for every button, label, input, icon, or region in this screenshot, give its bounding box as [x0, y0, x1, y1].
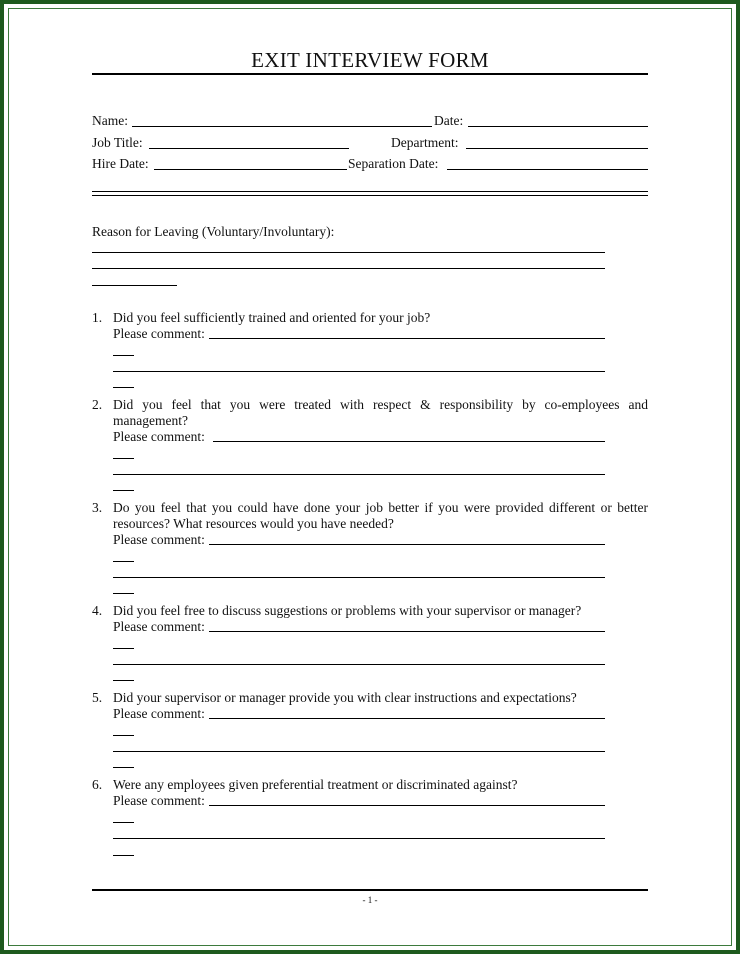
separation-date-label: Separation Date:	[348, 156, 439, 171]
comment-line[interactable]	[113, 561, 134, 562]
question-3-text: Do you feel that you could have done your job better if you were provided different or better resources? What resources would you have needed?	[113, 500, 648, 531]
question-1-text: Did you feel sufficiently trained and oriented for your job?	[113, 310, 431, 325]
question-number: 3.	[92, 500, 103, 515]
name-field[interactable]	[132, 126, 432, 127]
comment-line[interactable]	[113, 648, 134, 649]
comment-line[interactable]	[209, 338, 605, 339]
question-6-text: Were any employees given preferential treatment or discriminated against?	[113, 777, 518, 792]
comment-line[interactable]	[113, 735, 134, 736]
department-label: Department:	[391, 135, 459, 150]
comment-line[interactable]	[209, 544, 605, 545]
footer-rule	[92, 889, 648, 891]
comment-line[interactable]	[113, 680, 134, 681]
separation-date-field[interactable]	[447, 169, 648, 170]
double-rule-top	[92, 191, 648, 192]
question-5-text: Did your supervisor or manager provide you with clear instructions and expectations?	[113, 690, 577, 705]
name-label: Name:	[92, 113, 128, 128]
comment-line[interactable]	[113, 593, 134, 594]
comment-line[interactable]	[113, 387, 134, 388]
question-number: 5.	[92, 690, 103, 705]
title-rule	[92, 73, 648, 75]
question-number: 4.	[92, 603, 103, 618]
date-label: Date:	[434, 113, 464, 128]
comment-label: Please comment:	[113, 793, 205, 808]
question-2-text: Did you feel that you were treated with respect & responsibility by co-employees and management?	[113, 397, 648, 428]
comment-label: Please comment:	[113, 706, 205, 721]
reason-line-1[interactable]	[92, 252, 605, 253]
comment-line[interactable]	[113, 355, 134, 356]
comment-line[interactable]	[113, 855, 134, 856]
comment-line[interactable]	[209, 718, 605, 719]
comment-line[interactable]	[113, 822, 134, 823]
comment-label: Please comment:	[113, 619, 205, 634]
comment-line[interactable]	[113, 458, 134, 459]
question-4-text: Did you feel free to discuss suggestions or problems with your supervisor or manager?	[113, 603, 582, 618]
comment-line[interactable]	[213, 441, 605, 442]
comment-line[interactable]	[113, 838, 605, 839]
double-rule-bottom	[92, 195, 648, 196]
comment-label: Please comment:	[113, 429, 205, 444]
comment-line[interactable]	[209, 805, 605, 806]
comment-line[interactable]	[113, 490, 134, 491]
question-number: 2.	[92, 397, 103, 412]
comment-line[interactable]	[113, 767, 134, 768]
page-number: - 1 -	[362, 895, 378, 905]
hire-date-field[interactable]	[154, 169, 347, 170]
comment-line[interactable]	[113, 751, 605, 752]
comment-label: Please comment:	[113, 326, 205, 341]
form-title: EXIT INTERVIEW FORM	[251, 48, 489, 72]
reason-label: Reason for Leaving (Voluntary/Involuntary):	[92, 224, 335, 239]
question-number: 1.	[92, 310, 103, 325]
question-number: 6.	[92, 777, 103, 792]
reason-line-2[interactable]	[92, 268, 605, 269]
job-title-field[interactable]	[149, 148, 349, 149]
comment-line[interactable]	[209, 631, 605, 632]
hire-date-label: Hire Date:	[92, 156, 149, 171]
department-field[interactable]	[466, 148, 648, 149]
comment-line[interactable]	[113, 371, 605, 372]
comment-line[interactable]	[113, 474, 605, 475]
date-field[interactable]	[468, 126, 648, 127]
reason-line-3[interactable]	[92, 285, 177, 286]
comment-line[interactable]	[113, 577, 605, 578]
comment-label: Please comment:	[113, 532, 205, 547]
comment-line[interactable]	[113, 664, 605, 665]
job-title-label: Job Title:	[92, 135, 143, 150]
